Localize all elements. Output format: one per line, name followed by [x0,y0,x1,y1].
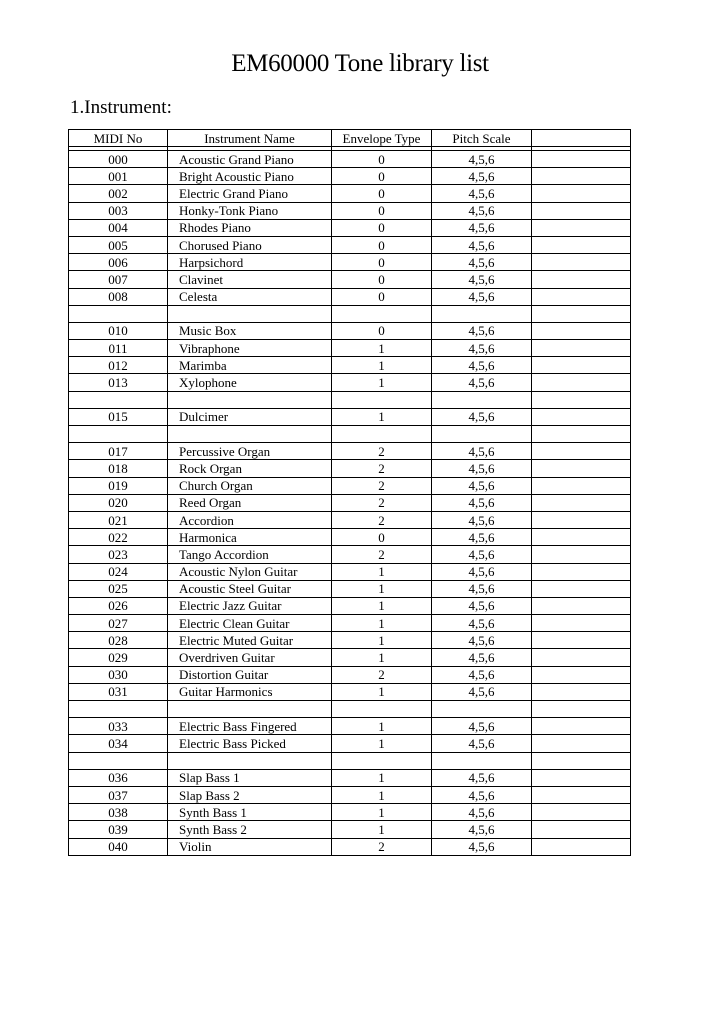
table-row [69,735,631,752]
envelope-type-cell: 0 [332,185,432,202]
pitch-scale-cell [432,752,532,769]
blank-cell [532,185,631,202]
table-row [69,460,631,477]
envelope-type-cell: 1 [332,683,432,700]
table-body [69,147,631,856]
table-row [69,580,631,597]
table-row [69,271,631,288]
midi-no-cell: 028 [69,632,168,649]
midi-no-cell: 003 [69,202,168,219]
midi-no-cell: 022 [69,529,168,546]
pitch-scale-cell: 4,5,6 [432,288,532,305]
envelope-type-cell: 1 [332,649,432,666]
midi-no-cell [69,391,168,408]
instrument-name-cell: Accordion [168,511,332,528]
instrument-name-cell: Electric Jazz Guitar [168,597,332,614]
pitch-scale-cell [432,391,532,408]
instrument-table [68,129,631,856]
midi-no-cell: 020 [69,494,168,511]
instrument-name-cell: Violin [168,838,332,855]
table-row [69,408,631,425]
header-envelope-type: Envelope Type [332,130,432,147]
table-row [69,683,631,700]
pitch-scale-cell: 4,5,6 [432,340,532,357]
midi-no-cell: 006 [69,254,168,271]
instrument-name-cell: Distortion Guitar [168,666,332,683]
midi-no-cell: 018 [69,460,168,477]
pitch-scale-cell: 4,5,6 [432,254,532,271]
blank-cell [532,168,631,185]
document-title: EM60000 Tone library list [231,50,489,77]
table-row [69,391,631,408]
pitch-scale-cell: 4,5,6 [432,357,532,374]
envelope-type-cell [332,391,432,408]
blank-cell [532,426,631,443]
envelope-type-cell: 1 [332,340,432,357]
envelope-type-cell: 1 [332,632,432,649]
instrument-name-cell: Music Box [168,322,332,339]
blank-cell [532,701,631,718]
pitch-scale-cell: 4,5,6 [432,769,532,786]
blank-cell [532,821,631,838]
table-row [69,185,631,202]
envelope-type-cell: 1 [332,563,432,580]
envelope-type-cell: 2 [332,460,432,477]
pitch-scale-cell: 4,5,6 [432,718,532,735]
pitch-scale-cell: 4,5,6 [432,511,532,528]
table-row [69,151,631,168]
table-row [69,443,631,460]
pitch-scale-cell: 4,5,6 [432,236,532,253]
instrument-name-cell [168,701,332,718]
envelope-type-cell [332,752,432,769]
pitch-scale-cell: 4,5,6 [432,185,532,202]
envelope-type-cell [332,426,432,443]
instrument-name-cell: Celesta [168,288,332,305]
midi-no-cell [69,305,168,322]
pitch-scale-cell: 4,5,6 [432,838,532,855]
midi-no-cell: 005 [69,236,168,253]
envelope-type-cell: 2 [332,443,432,460]
midi-no-cell: 026 [69,597,168,614]
envelope-type-cell: 2 [332,511,432,528]
midi-no-cell: 004 [69,219,168,236]
pitch-scale-cell: 4,5,6 [432,374,532,391]
blank-cell [532,735,631,752]
envelope-type-cell: 0 [332,271,432,288]
instrument-name-cell: Dulcimer [168,408,332,425]
pitch-scale-cell: 4,5,6 [432,804,532,821]
midi-no-cell: 008 [69,288,168,305]
midi-no-cell: 037 [69,786,168,803]
table-row [69,666,631,683]
midi-no-cell: 038 [69,804,168,821]
blank-cell [532,202,631,219]
pitch-scale-cell: 4,5,6 [432,546,532,563]
blank-cell [532,546,631,563]
instrument-name-cell: Acoustic Nylon Guitar [168,563,332,580]
midi-no-cell [69,701,168,718]
pitch-scale-cell [432,305,532,322]
pitch-scale-cell: 4,5,6 [432,477,532,494]
pitch-scale-cell [432,701,532,718]
pitch-scale-cell: 4,5,6 [432,615,532,632]
envelope-type-cell: 2 [332,477,432,494]
pitch-scale-cell: 4,5,6 [432,202,532,219]
section-heading: 1.Instrument: [70,97,172,118]
header-pitch-scale: Pitch Scale [432,130,532,147]
pitch-scale-cell: 4,5,6 [432,683,532,700]
blank-cell [532,322,631,339]
instrument-name-cell: Harmonica [168,529,332,546]
midi-no-cell: 017 [69,443,168,460]
envelope-type-cell: 0 [332,529,432,546]
midi-no-cell [69,426,168,443]
blank-cell [532,615,631,632]
instrument-name-cell: Rock Organ [168,460,332,477]
instrument-name-cell: Guitar Harmonics [168,683,332,700]
pitch-scale-cell: 4,5,6 [432,494,532,511]
instrument-name-cell: Slap Bass 1 [168,769,332,786]
pitch-scale-cell: 4,5,6 [432,460,532,477]
pitch-scale-cell: 4,5,6 [432,443,532,460]
table-row [69,254,631,271]
table-row [69,322,631,339]
instrument-name-cell: Synth Bass 1 [168,804,332,821]
midi-no-cell: 021 [69,511,168,528]
midi-no-cell: 023 [69,546,168,563]
table-row [69,529,631,546]
table-row [69,718,631,735]
instrument-name-cell: Marimba [168,357,332,374]
pitch-scale-cell [432,426,532,443]
table-row [69,511,631,528]
envelope-type-cell: 0 [332,322,432,339]
table-row [69,168,631,185]
table-row [69,236,631,253]
table-row [69,563,631,580]
blank-cell [532,804,631,821]
blank-cell [532,597,631,614]
blank-cell [532,219,631,236]
table-row [69,752,631,769]
table-row [69,649,631,666]
midi-no-cell: 025 [69,580,168,597]
instrument-name-cell: Percussive Organ [168,443,332,460]
header-blank [532,130,631,147]
blank-cell [532,769,631,786]
blank-cell [532,288,631,305]
table-row [69,219,631,236]
instrument-name-cell: Xylophone [168,374,332,391]
pitch-scale-cell: 4,5,6 [432,786,532,803]
instrument-name-cell: Chorused Piano [168,236,332,253]
instrument-name-cell [168,426,332,443]
instrument-name-cell: Harpsichord [168,254,332,271]
table-row [69,494,631,511]
header-midi-no: MIDI No [69,130,168,147]
envelope-type-cell: 0 [332,202,432,219]
pitch-scale-cell: 4,5,6 [432,649,532,666]
envelope-type-cell: 2 [332,666,432,683]
instrument-name-cell: Electric Clean Guitar [168,615,332,632]
pitch-scale-cell: 4,5,6 [432,821,532,838]
midi-no-cell: 007 [69,271,168,288]
envelope-type-cell: 0 [332,254,432,271]
midi-no-cell: 000 [69,151,168,168]
pitch-scale-cell: 4,5,6 [432,563,532,580]
pitch-scale-cell: 4,5,6 [432,322,532,339]
blank-cell [532,529,631,546]
envelope-type-cell: 2 [332,546,432,563]
instrument-name-cell: Slap Bass 2 [168,786,332,803]
blank-cell [532,786,631,803]
midi-no-cell [69,752,168,769]
midi-no-cell: 034 [69,735,168,752]
pitch-scale-cell: 4,5,6 [432,597,532,614]
header-instrument-name: Instrument Name [168,130,332,147]
envelope-type-cell: 1 [332,408,432,425]
instrument-name-cell: Bright Acoustic Piano [168,168,332,185]
blank-cell [532,151,631,168]
blank-cell [532,632,631,649]
envelope-type-cell: 1 [332,821,432,838]
midi-no-cell: 030 [69,666,168,683]
table-row [69,821,631,838]
pitch-scale-cell: 4,5,6 [432,408,532,425]
instrument-name-cell: Church Organ [168,477,332,494]
table-row [69,701,631,718]
pitch-scale-cell: 4,5,6 [432,735,532,752]
midi-no-cell: 033 [69,718,168,735]
envelope-type-cell: 1 [332,580,432,597]
table-row [69,546,631,563]
instrument-name-cell: Electric Muted Guitar [168,632,332,649]
table-row [69,804,631,821]
instrument-name-cell: Acoustic Grand Piano [168,151,332,168]
blank-cell [532,666,631,683]
instrument-name-cell [168,752,332,769]
envelope-type-cell: 1 [332,786,432,803]
blank-cell [532,752,631,769]
midi-no-cell: 031 [69,683,168,700]
envelope-type-cell [332,701,432,718]
table-row [69,305,631,322]
midi-no-cell: 012 [69,357,168,374]
midi-no-cell: 019 [69,477,168,494]
envelope-type-cell: 1 [332,804,432,821]
envelope-type-cell: 0 [332,219,432,236]
envelope-type-cell: 1 [332,597,432,614]
pitch-scale-cell: 4,5,6 [432,666,532,683]
envelope-type-cell: 1 [332,718,432,735]
blank-cell [532,305,631,322]
instrument-name-cell: Electric Bass Picked [168,735,332,752]
table-row [69,769,631,786]
table-row [69,786,631,803]
blank-cell [532,271,631,288]
pitch-scale-cell: 4,5,6 [432,151,532,168]
envelope-type-cell: 0 [332,288,432,305]
blank-cell [532,580,631,597]
blank-cell [532,563,631,580]
instrument-name-cell: Reed Organ [168,494,332,511]
midi-no-cell: 040 [69,838,168,855]
table-row [69,202,631,219]
blank-cell [532,494,631,511]
table-row [69,374,631,391]
pitch-scale-cell: 4,5,6 [432,271,532,288]
instrument-name-cell [168,305,332,322]
blank-cell [532,718,631,735]
blank-cell [532,408,631,425]
midi-no-cell: 002 [69,185,168,202]
envelope-type-cell: 0 [332,151,432,168]
midi-no-cell: 010 [69,322,168,339]
pitch-scale-cell: 4,5,6 [432,580,532,597]
table-row [69,426,631,443]
blank-cell [532,236,631,253]
envelope-type-cell [332,305,432,322]
table-row [69,340,631,357]
midi-no-cell: 027 [69,615,168,632]
table-row [69,632,631,649]
instrument-name-cell: Tango Accordion [168,546,332,563]
midi-no-cell: 036 [69,769,168,786]
envelope-type-cell: 2 [332,838,432,855]
table-header [69,130,631,147]
instrument-name-cell: Clavinet [168,271,332,288]
table-row [69,838,631,855]
envelope-type-cell: 1 [332,769,432,786]
envelope-type-cell: 0 [332,168,432,185]
midi-no-cell: 015 [69,408,168,425]
midi-no-cell: 024 [69,563,168,580]
midi-no-cell: 011 [69,340,168,357]
midi-no-cell: 029 [69,649,168,666]
envelope-type-cell: 1 [332,357,432,374]
table-row [69,615,631,632]
pitch-scale-cell: 4,5,6 [432,219,532,236]
envelope-type-cell: 0 [332,236,432,253]
midi-no-cell: 001 [69,168,168,185]
pitch-scale-cell: 4,5,6 [432,529,532,546]
blank-cell [532,511,631,528]
blank-cell [532,374,631,391]
instrument-name-cell: Rhodes Piano [168,219,332,236]
blank-cell [532,838,631,855]
instrument-name-cell [168,391,332,408]
instrument-table-container [68,129,630,856]
envelope-type-cell: 1 [332,735,432,752]
instrument-name-cell: Electric Grand Piano [168,185,332,202]
instrument-name-cell: Electric Bass Fingered [168,718,332,735]
pitch-scale-cell: 4,5,6 [432,632,532,649]
instrument-name-cell: Vibraphone [168,340,332,357]
instrument-name-cell: Overdriven Guitar [168,649,332,666]
blank-cell [532,254,631,271]
blank-cell [532,443,631,460]
envelope-type-cell: 1 [332,374,432,391]
header-row [69,130,631,147]
table-row [69,357,631,374]
blank-cell [532,477,631,494]
blank-cell [532,391,631,408]
table-row [69,288,631,305]
blank-cell [532,340,631,357]
midi-no-cell: 039 [69,821,168,838]
blank-cell [532,649,631,666]
table-row [69,597,631,614]
blank-cell [532,683,631,700]
blank-cell [532,357,631,374]
midi-no-cell: 013 [69,374,168,391]
instrument-name-cell: Synth Bass 2 [168,821,332,838]
pitch-scale-cell: 4,5,6 [432,168,532,185]
envelope-type-cell: 2 [332,494,432,511]
table-row [69,477,631,494]
envelope-type-cell: 1 [332,615,432,632]
blank-cell [532,460,631,477]
instrument-name-cell: Acoustic Steel Guitar [168,580,332,597]
instrument-name-cell: Honky-Tonk Piano [168,202,332,219]
